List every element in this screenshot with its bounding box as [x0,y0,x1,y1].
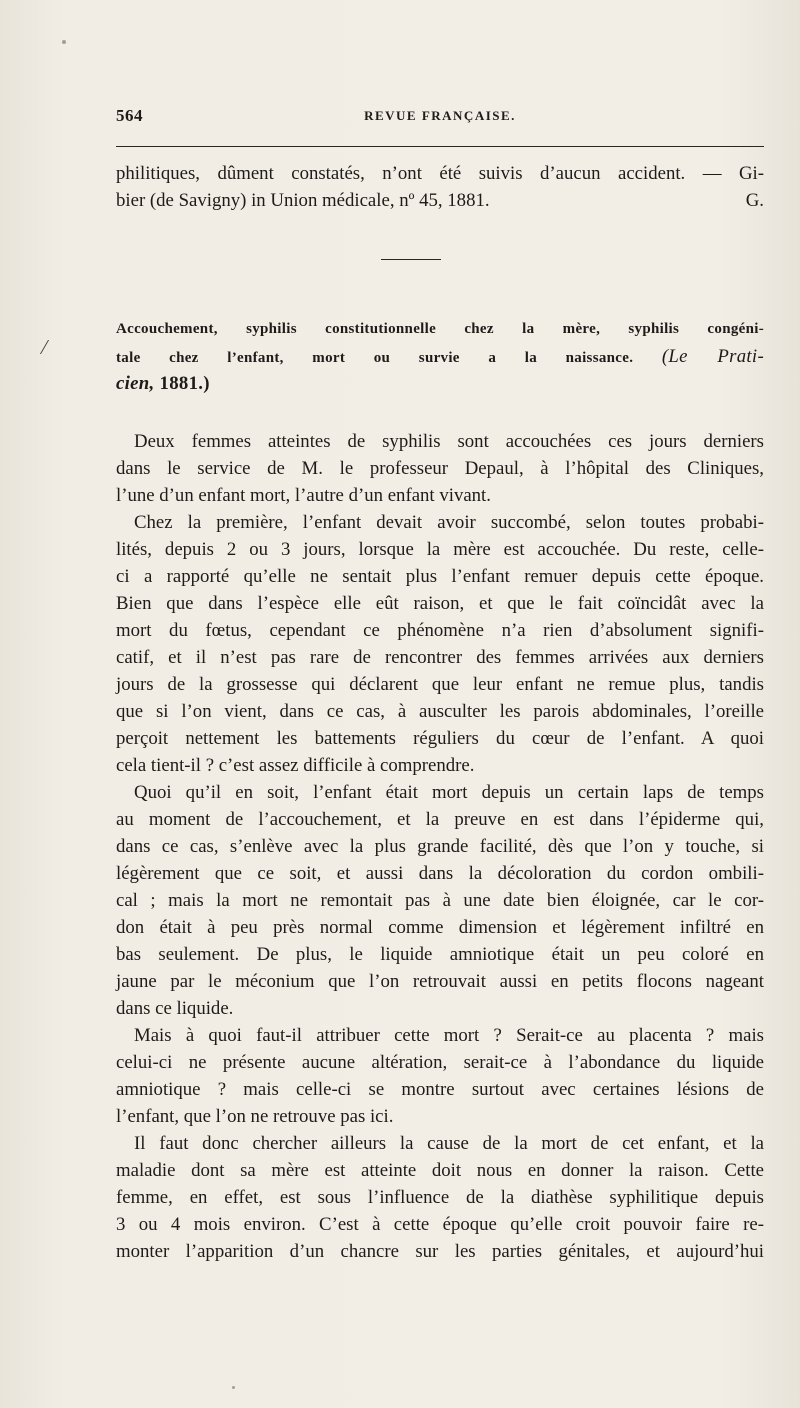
source-name-end: cien, [116,373,160,394]
body-line: catif, et il n’est pas rare de rencontrer des femmes arrivées aux derniers [116,647,764,668]
paper-speck [62,40,66,44]
source-reference: (Le Prati- [661,346,765,367]
body-line: maladie dont sa mère est atteinte doit nous en donner la raison. Cette [116,1160,764,1181]
title-line-1: Accouchement, syphilis constitutionnelle chez la mère, syphilis congéni- [116,321,764,337]
title-line-2-text: tale chez l’enfant, mort ou survie a la naissance. [116,350,662,366]
body-line: dans le service de M. le professeur Depaul, à l’hôpital des Cliniques, [116,458,764,479]
body-line: dans ce cas, s’enlève avec la plus grande facilité, dès que l’on y touche, si [116,836,764,857]
body-line: ci a rapporté qu’elle ne sentait plus l’enfant remuer depuis cette époque. [116,566,764,587]
page-number: 564 [116,106,143,125]
title-line-3 [116,370,764,397]
body-line: Chez la première, l’enfant devait avoir succombé, selon toutes probabi- [134,512,764,533]
body-line: l’enfant, que l’on ne retrouve pas ici. [116,1106,394,1127]
article-title [116,316,764,397]
body-line: Quoi qu’il en soit, l’enfant était mort depuis un certain laps de temps [134,782,764,803]
body-line: l’une d’un enfant mort, l’autre d’un enfant vivant. [116,485,491,506]
body-line: jaune par le méconium que l’on retrouvait aussi en petits flocons nageant [116,971,764,992]
body-line: cal ; mais la mort ne remontait pas à une date bien éloignée, car le cor- [116,890,764,911]
body-line: lités, depuis 2 ou 3 jours, lorsque la mère est accouchée. Du reste, celle- [116,539,764,560]
running-header [116,106,764,130]
body-line: mort du fœtus, cependant ce phénomène n’a rien d’absolument signifi- [116,620,764,641]
body-line: perçoit nettement les battements réguliers du cœur de l’enfant. A quoi [116,728,764,749]
body-line: monter l’apparition d’un chancre sur les parties génitales, et aujourd’hui [116,1241,764,1262]
margin-mark [40,340,59,354]
body-line: bas seulement. De plus, le liquide amniotique était un peu coloré en [116,944,764,965]
body-line: dans ce liquide. [116,998,234,1019]
body-line: amniotique ? mais celle-ci se montre surtout avec certaines lésions de [116,1079,764,1100]
body-line: légèrement que ce soit, et aussi dans la décoloration du cordon ombili- [116,863,764,884]
body-line: jours de la grossesse qui déclarent que leur enfant ne remue plus, tandis [116,674,764,695]
body-line: au moment de l’accouchement, et la preuve en est dans l’épiderme qui, [116,809,764,830]
body-line: Deux femmes atteintes de syphilis sont accouchées ces jours derniers [134,431,764,452]
text-line: philitiques, dûment constatés, n’ont été suivis d’aucun accident. — Gi- [116,163,764,184]
running-title: REVUE FRANÇAISE. [364,108,516,123]
citation-line [116,187,764,214]
body-line: celui-ci ne présente aucune altération, serait-ce à l’abondance du liquide [116,1052,764,1073]
body-line: que si l’on vient, dans ce cas, à ausculter les parois abdominales, l’oreille [116,701,764,722]
body-line: don était à peu près normal comme dimension et légèrement infiltré en [116,917,764,938]
previous-article-ending [116,160,764,214]
title-line-2 [116,343,764,370]
body-line: Il faut donc chercher ailleurs la cause de la mort de cet enfant, et la [134,1133,764,1154]
header-rule [116,146,764,147]
body-line: femme, en effet, est sous l’influence de la diathèse syphilitique depuis [116,1187,764,1208]
citation-text: bier (de Savigny) in Union médicale, nº 45, 1881. [116,190,490,211]
body-line: Mais à quoi faut-il attribuer cette mort ? Serait-ce au placenta ? mais [134,1025,764,1046]
body-line: cela tient-il ? c’est assez difficile à comprendre. [116,755,475,776]
author-initial: G. [745,190,764,211]
section-separator [381,259,441,260]
body-line: Bien que dans l’espèce elle eût raison, et que le fait coïncidât avec la [116,593,764,614]
body-line: 3 ou 4 mois environ. C’est à cette époque qu’elle croit pouvoir faire re- [116,1214,764,1235]
paper-speck [232,1386,235,1389]
source-year: 1881.) [159,373,210,394]
article-body [116,428,764,1265]
